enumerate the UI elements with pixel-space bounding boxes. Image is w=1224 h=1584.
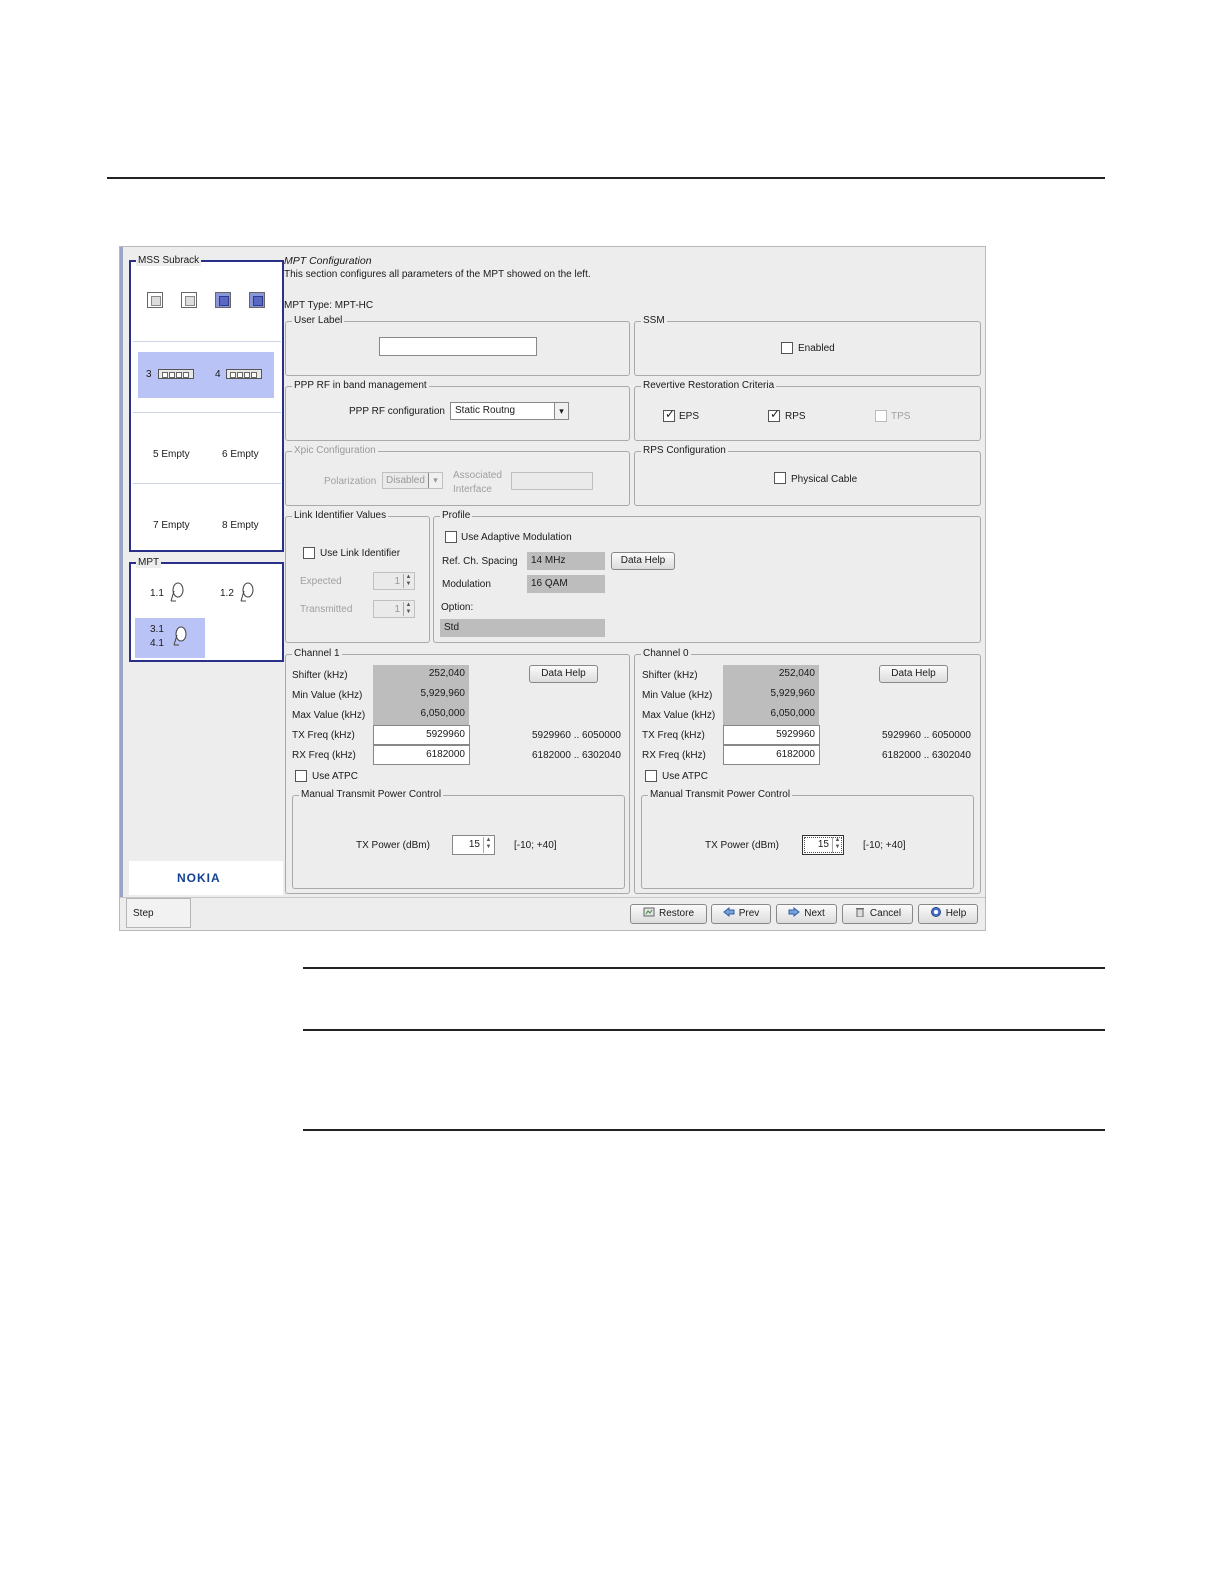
ch0-shifter-label: Shifter (kHz) <box>642 670 698 681</box>
antenna-icon <box>168 582 184 602</box>
ch0-tx-power-range: [-10; +40] <box>863 840 906 851</box>
stepper-arrows-icon[interactable] <box>403 574 413 588</box>
ch0-tx-freq-range: 5929960 .. 6050000 <box>882 730 971 741</box>
associated-interface-label-1: Associated <box>453 470 502 481</box>
ch0-rx-freq-label: RX Freq (kHz) <box>642 750 706 761</box>
xpic-section <box>285 445 630 506</box>
adaptive-modulation-checkbox[interactable] <box>445 531 457 543</box>
help-button[interactable] <box>918 904 978 924</box>
transmitted-stepper[interactable] <box>373 600 415 618</box>
nokia-logo: NOKIA <box>177 871 221 885</box>
spin-down-icon[interactable]: ▼ <box>485 844 492 850</box>
ch1-tx-freq-range: 5929960 .. 6050000 <box>532 730 621 741</box>
modulation-value: 16 QAM <box>527 575 605 593</box>
page-title: MPT Configuration <box>284 255 372 267</box>
port-2-icon[interactable] <box>181 292 197 308</box>
slot-8-label[interactable]: 8 Empty <box>222 520 259 531</box>
ch1-min-label: Min Value (kHz) <box>292 690 363 701</box>
user-label-legend: User Label <box>294 315 343 326</box>
ch1-min-value: 5,929,960 <box>373 685 469 705</box>
ppp-rf-legend: PPP RF in band management <box>294 380 427 391</box>
page-description: This section configures all parameters of the MPT showed on the left. <box>284 269 591 280</box>
prev-label: Prev <box>738 908 760 919</box>
slot-6-label[interactable]: 6 Empty <box>222 449 259 460</box>
ch1-tx-power-stepper[interactable] <box>452 835 495 855</box>
mpt-3-1-4-1-selected[interactable] <box>135 618 205 658</box>
mpt-1-2[interactable] <box>216 580 266 606</box>
ch1-mtpc-legend: Manual Transmit Power Control <box>301 789 442 800</box>
antenna-icon <box>238 582 254 602</box>
stepper-arrows-icon[interactable] <box>403 602 413 616</box>
use-link-identifier-checkbox[interactable] <box>303 547 315 559</box>
ch1-data-help-button[interactable]: Data Help <box>529 665 598 683</box>
transmitted-value: 1 <box>394 604 400 615</box>
logo-area <box>129 861 283 895</box>
ch0-tx-power-value: 15 <box>817 839 829 850</box>
spin-down-icon[interactable]: ▼ <box>834 844 841 850</box>
transmitted-label: Transmitted <box>300 604 353 615</box>
cancel-button[interactable] <box>842 904 913 924</box>
polarization-select[interactable] <box>382 472 443 489</box>
next-button[interactable] <box>776 904 837 924</box>
ch0-min-value: 5,929,960 <box>723 685 819 705</box>
help-label: Help <box>945 908 967 919</box>
physical-cable-label: Physical Cable <box>791 474 858 485</box>
ssm-enabled-label: Enabled <box>798 343 835 354</box>
slot-3-label: 3 <box>146 369 152 380</box>
arrow-right-icon <box>788 907 800 917</box>
check-icon: ✓ <box>770 407 781 421</box>
arrow-left-icon <box>723 907 735 917</box>
ppp-rf-section <box>285 380 630 441</box>
ch0-tx-freq-input[interactable]: 5929960 <box>723 725 820 745</box>
slot-3-card-icon <box>158 369 194 379</box>
ch1-shifter-label: Shifter (kHz) <box>292 670 348 681</box>
ch1-rx-freq-input[interactable]: 6182000 <box>373 745 470 765</box>
ch1-shifter-value: 252,040 <box>373 665 469 685</box>
slot-3-4-selected[interactable] <box>138 352 274 398</box>
physical-cable-checkbox[interactable] <box>774 472 786 484</box>
ch1-use-atpc-label: Use ATPC <box>312 771 358 782</box>
slot-4-label: 4 <box>215 369 221 380</box>
ch0-mtpc-legend: Manual Transmit Power Control <box>650 789 791 800</box>
ch1-mtpc-section <box>292 789 625 889</box>
restore-icon <box>643 907 655 917</box>
ch0-data-help-button[interactable]: Data Help <box>879 665 948 683</box>
channel-0-legend: Channel 0 <box>643 648 689 659</box>
user-label-input[interactable] <box>379 337 537 356</box>
adaptive-modulation-label: Use Adaptive Modulation <box>461 532 572 543</box>
chevron-down-icon[interactable]: ▾ <box>428 473 442 488</box>
expected-value: 1 <box>394 576 400 587</box>
tps-label: TPS <box>891 411 911 422</box>
check-icon: ✓ <box>665 407 676 421</box>
ch0-rx-freq-range: 6182000 .. 6302040 <box>882 750 971 761</box>
ch0-rx-freq-input[interactable]: 6182000 <box>723 745 820 765</box>
ch1-tx-power-value: 15 <box>468 839 480 850</box>
spin-up-icon[interactable]: ▲ <box>405 574 412 580</box>
profile-data-help-button[interactable]: Data Help <box>611 552 675 570</box>
slot-row-2 <box>133 342 281 413</box>
spin-up-icon[interactable]: ▲ <box>485 837 492 843</box>
slot-row-1[interactable] <box>133 272 281 342</box>
link-identifier-legend: Link Identifier Values <box>294 510 387 521</box>
slot-5-label[interactable]: 5 Empty <box>153 449 190 460</box>
mpt-type: MPT Type: MPT-HC <box>284 300 374 311</box>
stepper-arrows-icon[interactable] <box>483 837 493 853</box>
antenna-icon <box>171 626 187 646</box>
mpt-4-1-label: 4.1 <box>150 638 164 649</box>
ppp-rf-config-select[interactable] <box>450 402 569 420</box>
rps-label: RPS <box>785 411 806 422</box>
ch0-use-atpc-label: Use ATPC <box>662 771 708 782</box>
ssm-section <box>634 315 981 376</box>
restore-button[interactable] <box>630 904 707 924</box>
polarization-label: Polarization <box>324 476 377 487</box>
ch1-rx-freq-range: 6182000 .. 6302040 <box>532 750 621 761</box>
eps-label: EPS <box>679 411 700 422</box>
spin-down-icon[interactable]: ▼ <box>405 581 412 587</box>
user-label-section <box>285 315 630 376</box>
restore-label: Restore <box>658 908 694 919</box>
profile-legend: Profile <box>442 510 471 521</box>
left-panel <box>120 247 282 897</box>
rule-1 <box>303 967 1105 969</box>
revertive-section <box>634 380 981 441</box>
ch0-shifter-value: 252,040 <box>723 665 819 685</box>
associated-interface-label-2: Interface <box>453 484 492 495</box>
tps-checkbox[interactable] <box>875 410 887 422</box>
ch1-tx-power-label: TX Power (dBm) <box>356 840 430 851</box>
expected-label: Expected <box>300 576 342 587</box>
ref-ch-spacing-label: Ref. Ch. Spacing <box>442 556 518 567</box>
associated-interface-input[interactable] <box>511 472 593 490</box>
cancel-label: Cancel <box>869 908 902 919</box>
ppp-rf-config-value: Static Routng <box>455 405 516 416</box>
ref-ch-spacing-value: 14 MHz <box>527 552 605 570</box>
use-link-identifier-label: Use Link Identifier <box>320 548 401 559</box>
port-3-icon[interactable] <box>215 292 231 308</box>
polarization-value: Disabled <box>386 475 425 486</box>
ch0-tx-power-label: TX Power (dBm) <box>705 840 779 851</box>
revertive-legend: Revertive Restoration Criteria <box>643 380 775 391</box>
step-label: Step <box>133 908 154 919</box>
ch0-tx-power-stepper[interactable] <box>802 835 844 855</box>
ch1-tx-freq-input[interactable]: 5929960 <box>373 725 470 745</box>
mpt-1-1-label: 1.1 <box>150 588 164 599</box>
ch0-tx-freq-label: TX Freq (kHz) <box>642 730 705 741</box>
slot-row-3 <box>133 413 281 484</box>
ch0-use-atpc-checkbox[interactable] <box>645 770 657 782</box>
trash-icon <box>854 907 866 917</box>
channel-1-legend: Channel 1 <box>294 648 340 659</box>
rule-3 <box>303 1129 1105 1131</box>
rule-2 <box>303 1029 1105 1031</box>
modulation-label: Modulation <box>442 579 491 590</box>
mpt-group <box>129 557 284 662</box>
channel-1-section <box>285 648 630 894</box>
spin-up-icon[interactable]: ▲ <box>834 837 841 843</box>
step-panel <box>126 898 191 928</box>
option-value: Std <box>440 619 605 637</box>
prev-button[interactable] <box>711 904 771 924</box>
slot-7-label[interactable]: 7 Empty <box>153 520 190 531</box>
eps-checkbox[interactable] <box>663 407 676 422</box>
link-identifier-section <box>285 510 430 643</box>
rps-checkbox[interactable] <box>768 407 781 422</box>
profile-section <box>433 510 981 643</box>
slot-4-card-icon <box>226 369 262 379</box>
ch0-max-label: Max Value (kHz) <box>642 710 716 721</box>
port-1-icon[interactable] <box>147 292 163 308</box>
mpt-1-2-label: 1.2 <box>220 588 234 599</box>
mpt-1-1[interactable] <box>146 580 196 606</box>
channel-0-section <box>634 648 981 894</box>
port-4-icon[interactable] <box>249 292 265 308</box>
top-rule <box>107 177 1105 179</box>
mpt-group-label: MPT <box>138 557 160 568</box>
rps-config-section <box>634 445 981 506</box>
mss-subrack-label: MSS Subrack <box>138 255 200 266</box>
xpic-legend: Xpic Configuration <box>294 445 376 456</box>
ch1-tx-power-range: [-10; +40] <box>514 840 557 851</box>
ch1-use-atpc-checkbox[interactable] <box>295 770 307 782</box>
next-label: Next <box>804 908 825 919</box>
slot-row-4 <box>133 484 281 550</box>
mss-subrack-group <box>129 255 284 552</box>
ch1-max-label: Max Value (kHz) <box>292 710 366 721</box>
ch1-max-value: 6,050,000 <box>373 705 469 725</box>
spin-down-icon[interactable]: ▼ <box>405 609 412 615</box>
spin-up-icon[interactable]: ▲ <box>405 602 412 608</box>
ch1-rx-freq-label: RX Freq (kHz) <box>292 750 356 761</box>
ssm-enabled-checkbox[interactable] <box>781 342 793 354</box>
expected-stepper[interactable] <box>373 572 415 590</box>
help-icon <box>930 907 942 917</box>
mpt-configuration-window <box>119 246 986 931</box>
ssm-legend: SSM <box>643 315 665 326</box>
rps-config-legend: RPS Configuration <box>643 445 726 456</box>
option-label: Option: <box>441 602 474 613</box>
ch0-mtpc-section <box>641 789 974 889</box>
chevron-down-icon[interactable]: ▾ <box>554 403 568 419</box>
ch0-max-value: 6,050,000 <box>723 705 819 725</box>
ch1-tx-freq-label: TX Freq (kHz) <box>292 730 355 741</box>
ch0-min-label: Min Value (kHz) <box>642 690 713 701</box>
stepper-arrows-icon[interactable] <box>832 837 842 853</box>
mpt-3-1-label: 3.1 <box>150 624 164 635</box>
ppp-rf-config-label: PPP RF configuration <box>349 406 445 417</box>
